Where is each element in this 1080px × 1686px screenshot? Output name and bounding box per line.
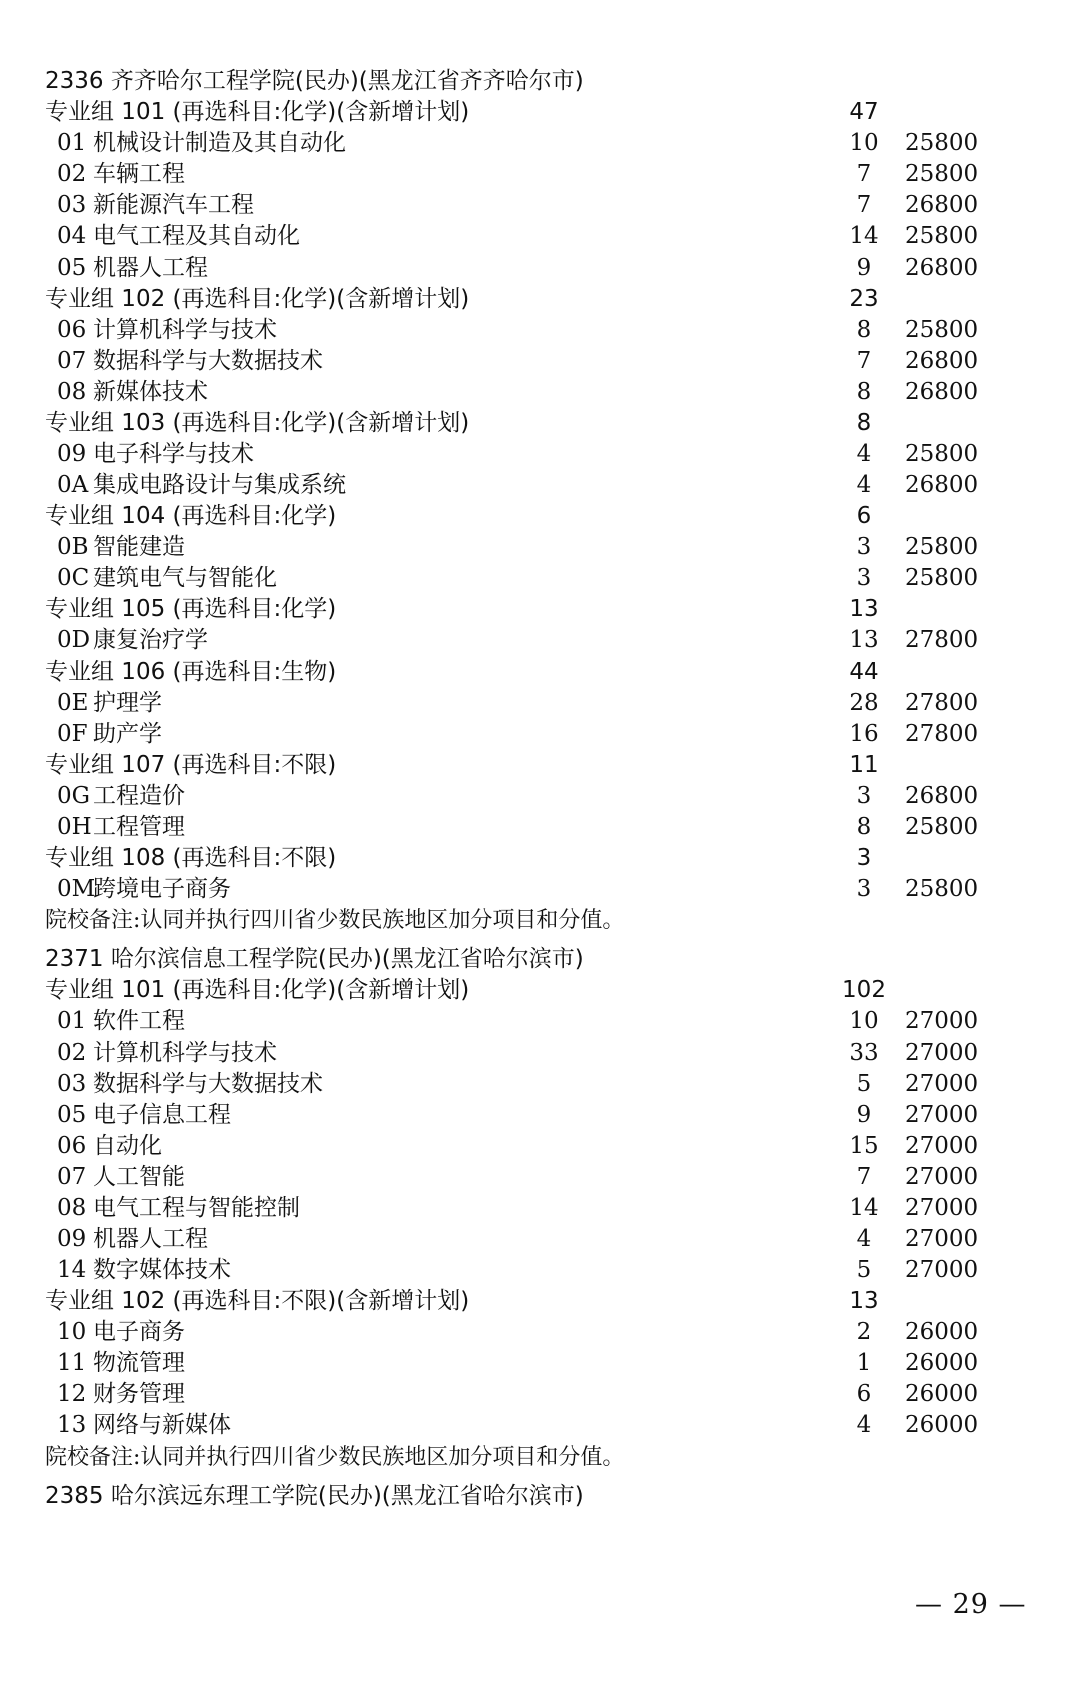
major-code: 11 [57,1350,87,1377]
major-code: 12 [57,1381,87,1408]
major-code: 0F [57,720,88,747]
school-title: 2371 哈尔滨信息工程学院(民办)(黑龙江省哈尔滨市) [45,946,584,973]
major-fee: 26000 [905,1381,979,1408]
major-fee: 25800 [905,316,979,343]
major-code: 01 [57,130,87,157]
group-label: 专业组 101 (再选科目:化学)(含新增计划) [45,977,470,1004]
major-name: 电子商务 [93,1319,185,1346]
group-row [0,501,1080,532]
major-fee: 27000 [905,1226,979,1252]
major-count: 8 [856,378,872,405]
major-count: 15 [849,1132,879,1159]
major-name: 数据科学与大数据技术 [93,347,323,374]
major-code: 05 [57,254,87,281]
major-count: 7 [856,192,872,219]
major-code: 0E [57,689,89,716]
group-total: 8 [856,409,872,436]
major-row [0,439,1080,470]
major-name: 电子科学与技术 [93,441,254,467]
major-name: 财务管理 [93,1381,185,1408]
major-name: 助产学 [93,720,162,747]
school-note [0,905,1080,936]
major-code: 0D [57,627,91,654]
group-total: 13 [849,1288,879,1315]
major-fee: 26800 [905,378,979,405]
major-code: 08 [57,1194,87,1221]
major-code: 10 [57,1319,87,1346]
major-fee: 26800 [905,254,979,281]
major-count: 14 [849,223,879,250]
group-label: 专业组 107 (再选科目:不限) [45,751,337,778]
major-name: 机器人工程 [93,1226,208,1252]
major-count: 7 [856,347,872,374]
major-count: 16 [849,720,879,747]
major-count: 28 [849,689,879,716]
school-header [0,1481,1080,1512]
major-code: 0C [57,565,90,592]
major-fee: 25800 [905,565,979,592]
major-fee: 25800 [905,161,979,188]
group-row [0,843,1080,874]
group-label: 专业组 108 (再选科目:不限) [45,845,337,871]
major-code: 14 [57,1257,87,1283]
major-count: 3 [856,782,872,809]
major-name: 新媒体技术 [93,378,208,405]
major-name: 跨境电子商务 [93,876,231,903]
group-label: 专业组 101 (再选科目:化学)(含新增计划) [45,99,470,126]
major-fee: 26000 [905,1412,979,1439]
major-name: 机器人工程 [93,254,208,281]
major-count: 8 [856,316,872,343]
major-row [0,1255,1080,1286]
major-code: 08 [57,378,87,405]
major-code: 0M [57,876,96,903]
group-row [0,408,1080,439]
major-name: 电气工程及其自动化 [93,223,300,250]
major-fee: 27000 [905,1101,979,1128]
major-fee: 25800 [905,130,979,157]
major-fee: 27000 [905,1039,979,1066]
group-label: 专业组 103 (再选科目:化学)(含新增计划) [45,409,470,436]
major-row [0,346,1080,377]
major-fee: 26800 [905,192,979,219]
major-row [0,781,1080,812]
major-row [0,1410,1080,1441]
group-total: 44 [849,658,879,685]
major-count: 7 [856,161,872,188]
major-fee: 27800 [905,689,979,716]
major-row [0,253,1080,284]
major-name: 新能源汽车工程 [93,192,254,219]
major-row [0,1131,1080,1162]
major-fee: 27000 [905,1257,979,1283]
major-code: 0A [57,472,89,498]
major-code: 13 [57,1412,87,1439]
major-code: 09 [57,1226,87,1252]
major-count: 3 [856,534,872,561]
group-row [0,975,1080,1006]
major-row [0,812,1080,843]
major-count: 13 [849,627,879,654]
major-count: 6 [856,1381,872,1408]
major-name: 计算机科学与技术 [93,316,277,343]
major-fee: 26800 [905,782,979,809]
major-row [0,1193,1080,1224]
major-name: 工程管理 [93,813,185,840]
major-row [0,470,1080,501]
major-fee: 27000 [905,1163,979,1190]
major-code: 03 [57,1070,87,1097]
major-count: 4 [856,472,872,498]
major-fee: 27000 [905,1070,979,1097]
major-name: 电气工程与智能控制 [93,1194,300,1221]
school-note-text: 院校备注:认同并执行四川省少数民族地区加分项目和分值。 [45,1444,625,1470]
major-code: 07 [57,1163,87,1190]
major-count: 3 [856,876,872,903]
major-code: 04 [57,223,87,250]
major-row [0,1379,1080,1410]
group-total: 23 [849,285,879,312]
major-row [0,221,1080,252]
group-label: 专业组 106 (再选科目:生物) [45,658,337,685]
school-note-text: 院校备注:认同并执行四川省少数民族地区加分项目和分值。 [45,908,625,934]
major-fee: 25800 [905,534,979,561]
major-fee: 27000 [905,1008,979,1035]
major-count: 9 [856,254,872,281]
major-fee: 26800 [905,472,979,498]
major-name: 智能建造 [93,534,185,561]
major-name: 建筑电气与智能化 [93,565,277,592]
major-code: 09 [57,441,87,467]
major-name: 机械设计制造及其自动化 [93,130,346,157]
major-name: 计算机科学与技术 [93,1039,277,1066]
major-code: 06 [57,1132,87,1159]
group-row [0,97,1080,128]
major-row [0,625,1080,656]
group-total: 13 [849,596,879,623]
major-name: 软件工程 [93,1008,185,1035]
major-count: 2 [856,1319,872,1346]
major-row [0,1224,1080,1255]
school-header [0,944,1080,975]
school-header [0,66,1080,97]
major-code: 03 [57,192,87,219]
major-name: 网络与新媒体 [93,1412,231,1439]
major-name: 集成电路设计与集成系统 [93,472,346,498]
major-row [0,532,1080,563]
major-row [0,874,1080,905]
major-count: 8 [856,813,872,840]
major-count: 3 [856,565,872,592]
major-fee: 26000 [905,1350,979,1377]
school-note [0,1442,1080,1473]
major-count: 4 [856,1412,872,1439]
major-fee: 25800 [905,441,979,467]
major-name: 数字媒体技术 [93,1257,231,1283]
major-row [0,190,1080,221]
group-total: 47 [849,99,879,126]
major-fee: 27000 [905,1194,979,1221]
major-fee: 27800 [905,720,979,747]
major-name: 人工智能 [93,1163,185,1190]
major-name: 车辆工程 [93,161,185,188]
group-row [0,594,1080,625]
school-title: 2336 齐齐哈尔工程学院(民办)(黑龙江省齐齐哈尔市) [45,68,584,94]
group-label: 专业组 105 (再选科目:化学) [45,596,337,623]
major-row [0,1162,1080,1193]
major-row [0,315,1080,346]
major-count: 5 [856,1070,872,1097]
major-fee: 26800 [905,347,979,374]
group-total: 3 [856,845,872,871]
group-label: 专业组 102 (再选科目:化学)(含新增计划) [45,285,470,312]
group-row [0,1286,1080,1317]
major-fee: 25800 [905,223,979,250]
page-number: — 29 — [915,1589,1027,1620]
major-count: 10 [849,1008,879,1035]
major-row [0,1100,1080,1131]
major-row [0,1069,1080,1100]
group-row [0,657,1080,688]
major-name: 电子信息工程 [93,1101,231,1128]
major-row [0,128,1080,159]
major-count: 33 [849,1039,879,1066]
school-title: 2385 哈尔滨远东理工学院(民办)(黑龙江省哈尔滨市) [45,1482,584,1509]
major-code: 0H [57,813,92,840]
group-label: 专业组 102 (再选科目:不限)(含新增计划) [45,1288,470,1315]
major-fee: 26000 [905,1319,979,1346]
major-row [0,1317,1080,1348]
major-fee: 27800 [905,627,979,654]
major-name: 数据科学与大数据技术 [93,1070,323,1097]
major-code: 05 [57,1101,87,1128]
major-name: 护理学 [93,689,162,716]
major-name: 康复治疗学 [93,627,208,654]
group-total: 102 [842,977,886,1004]
major-name: 自动化 [93,1132,162,1159]
major-name: 物流管理 [93,1350,185,1377]
major-row [0,1348,1080,1379]
major-row [0,719,1080,750]
major-row [0,1006,1080,1037]
group-total: 6 [856,503,872,530]
major-code: 0B [57,534,89,561]
major-count: 9 [856,1101,872,1128]
group-total: 11 [849,751,879,778]
group-row [0,284,1080,315]
major-code: 02 [57,161,87,188]
major-count: 10 [849,130,879,157]
major-count: 4 [856,1226,872,1252]
major-row [0,563,1080,594]
major-count: 5 [856,1257,872,1283]
major-count: 4 [856,441,872,467]
group-row [0,750,1080,781]
major-row [0,1038,1080,1069]
major-code: 07 [57,347,87,374]
major-fee: 25800 [905,876,979,903]
major-row [0,377,1080,408]
major-count: 7 [856,1163,872,1190]
major-name: 工程造价 [93,782,185,809]
major-code: 0G [57,782,91,809]
major-code: 06 [57,316,87,343]
major-count: 1 [856,1350,872,1377]
major-count: 14 [849,1194,879,1221]
major-code: 01 [57,1008,87,1035]
group-label: 专业组 104 (再选科目:化学) [45,503,337,530]
major-code: 02 [57,1039,87,1066]
major-row [0,688,1080,719]
major-fee: 25800 [905,813,979,840]
major-row [0,159,1080,190]
major-fee: 27000 [905,1132,979,1159]
